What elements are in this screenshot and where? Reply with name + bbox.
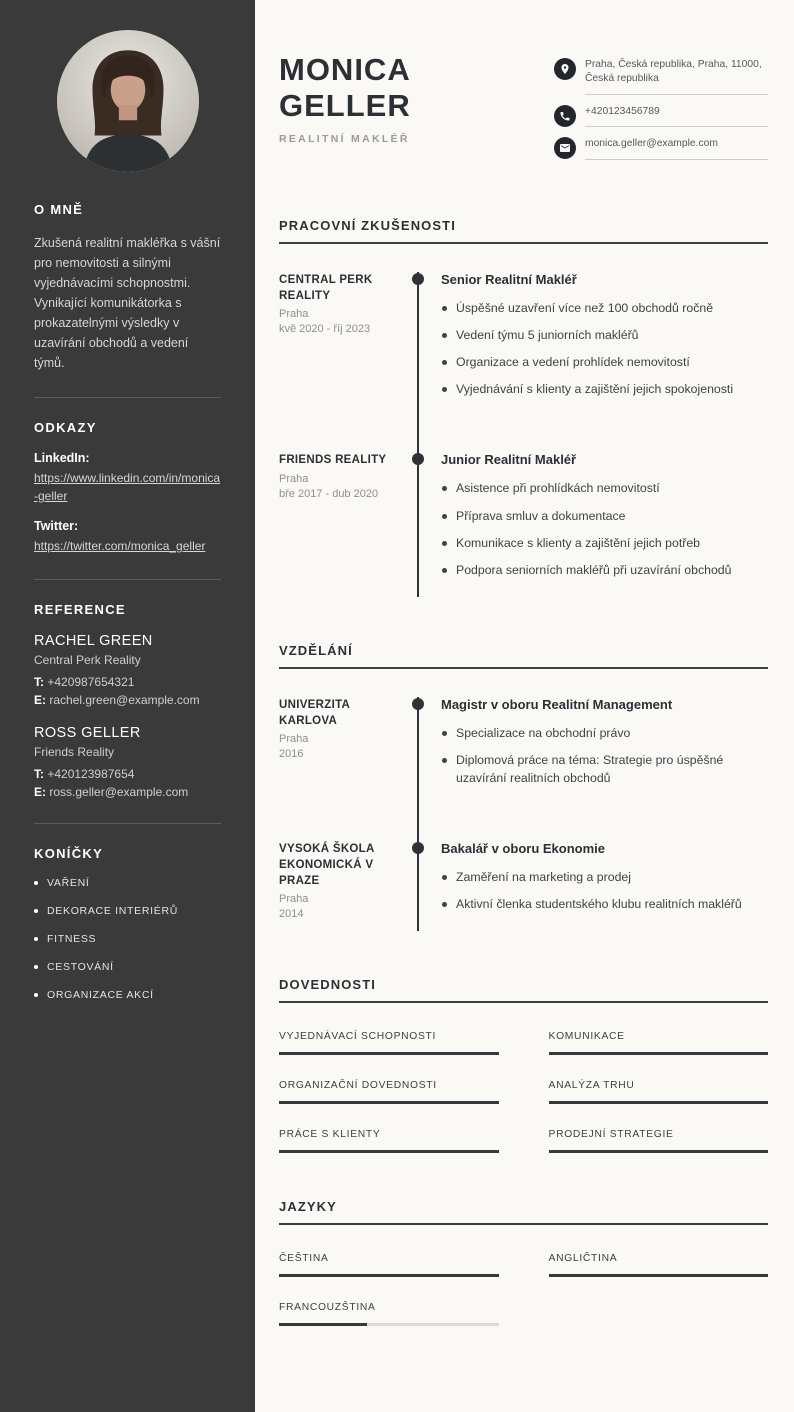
skill-bar — [549, 1052, 769, 1055]
skill-item — [549, 1080, 769, 1104]
resume-header — [279, 52, 768, 170]
phone-text: +420123456789 — [585, 105, 768, 127]
email-label: E: — [34, 693, 46, 707]
timeline-dot — [412, 273, 424, 285]
email-text: monica.geller@example.com — [585, 137, 768, 159]
experience-item — [279, 272, 768, 453]
languages-grid — [279, 1253, 768, 1326]
phone-label: T: — [34, 675, 44, 689]
skill-bar — [549, 1150, 769, 1153]
experience-bullet: Komunikace s klienty a zajištění jejich potřeb — [441, 535, 768, 552]
school-city: Praha — [279, 733, 309, 746]
linkedin-label: LinkedIn: — [34, 451, 90, 465]
skill-bar — [549, 1101, 769, 1104]
skill-bar-fill — [549, 1101, 769, 1104]
language-name: FRANCOUZŠTINA — [279, 1302, 376, 1314]
reference-phone — [34, 767, 221, 781]
skill-name: PRÁCE S KLIENTY — [279, 1129, 381, 1141]
skill-item — [279, 1129, 499, 1153]
language-item — [279, 1302, 499, 1326]
location-icon — [554, 58, 576, 80]
skill-bar-fill — [549, 1150, 769, 1153]
education-section — [279, 643, 768, 931]
link-item-twitter — [34, 519, 221, 555]
education-meta — [279, 697, 417, 841]
reference-phone — [34, 675, 221, 689]
education-detail — [417, 841, 768, 931]
language-bar — [549, 1274, 769, 1277]
contact-email-row — [554, 137, 768, 159]
role-title: Senior Realitní Makléř — [441, 271, 577, 287]
link-item-linkedin — [34, 451, 221, 505]
sidebar — [0, 0, 255, 1412]
graduation-year: 2014 — [279, 908, 304, 921]
skill-bar-fill — [549, 1052, 769, 1055]
experience-bullet: Podpora seniorních makléřů při uzavírání obchodů — [441, 562, 768, 579]
twitter-label: Twitter: — [34, 519, 79, 533]
company-name: FRIENDS REALITY — [279, 454, 387, 467]
education-item — [279, 697, 768, 841]
phone-value: +420987654321 — [47, 675, 135, 689]
email-label: E: — [34, 785, 46, 799]
education-bullet: Diplomová práce na téma: Strategie pro úspěšné uzavírání realitních obchodů — [441, 752, 768, 786]
job-title: REALITNÍ MAKLÉŘ — [279, 133, 410, 146]
hobbies-section — [34, 846, 221, 1001]
degree-title: Bakalář v oboru Ekonomie — [441, 840, 605, 856]
timeline-dot — [412, 698, 424, 710]
email-value: ross.geller@example.com — [49, 785, 189, 799]
hobby-item: ORGANIZACE AKCÍ — [34, 989, 221, 1001]
sidebar-divider — [34, 823, 221, 824]
degree-title: Magistr v oboru Realitní Management — [441, 697, 673, 713]
language-bar-fill — [549, 1274, 769, 1277]
education-bullet: Zaměření na marketing a prodej — [441, 869, 768, 886]
reference-name: ROSS GELLER — [34, 725, 141, 741]
experience-bullet: Vedení týmu 5 juniorních makléřů — [441, 327, 768, 344]
role-title: Junior Realitní Makléř — [441, 452, 577, 468]
skill-item — [279, 1031, 499, 1055]
school-name: UNIVERZITA KARLOVA — [279, 699, 350, 728]
contact-block — [554, 52, 768, 170]
person-name — [279, 52, 411, 123]
section-rule — [279, 1223, 768, 1225]
company-city: Praha — [279, 472, 309, 485]
references-section — [34, 602, 221, 799]
skills-grid — [279, 1031, 768, 1153]
school-city: Praha — [279, 893, 309, 906]
skills-section — [279, 977, 768, 1153]
skill-name: ORGANIZAČNÍ DOVEDNOSTI — [279, 1080, 437, 1092]
contact-phone-row — [554, 105, 768, 127]
location-text: Praha, Česká republika, Praha, 11000, Česká republika — [585, 58, 768, 95]
skill-bar — [279, 1052, 499, 1055]
education-bullet: Specializace na obchodní právo — [441, 725, 768, 742]
education-bullet: Aktivní členka studentského klubu realitních makléřů — [441, 896, 768, 913]
language-bar-fill — [279, 1323, 367, 1326]
experience-bullet: Asistence při prohlídkách nemovitostí — [441, 480, 768, 497]
skill-item — [549, 1129, 769, 1153]
linkedin-link[interactable]: https://www.linkedin.com/in/monica-geller — [34, 471, 221, 503]
experience-title: PRACOVNÍ ZKUŠENOSTI — [279, 217, 456, 233]
main-content — [255, 0, 794, 1412]
language-bar — [279, 1323, 499, 1326]
experience-bullet: Příprava smluv a dokumentace — [441, 508, 768, 525]
language-name: ČEŠTINA — [279, 1253, 329, 1265]
experience-bullets — [441, 300, 768, 399]
education-item — [279, 841, 768, 931]
company-city: Praha — [279, 307, 309, 320]
skill-bar-fill — [279, 1150, 499, 1153]
references-title: REFERENCE — [34, 602, 126, 617]
languages-title: JAZYKY — [279, 1199, 337, 1215]
profile-photo — [57, 30, 199, 172]
section-rule — [279, 242, 768, 244]
skill-bar-fill — [279, 1101, 499, 1104]
about-title: O MNĚ — [34, 202, 84, 217]
about-section — [34, 202, 221, 373]
language-item — [549, 1253, 769, 1277]
skill-item — [549, 1031, 769, 1055]
skills-title: DOVEDNOSTI — [279, 977, 376, 993]
experience-meta — [279, 452, 417, 597]
hobby-list — [34, 877, 221, 1001]
experience-detail — [417, 452, 768, 597]
skill-name: VYJEDNÁVACÍ SCHOPNOSTI — [279, 1031, 437, 1043]
experience-bullet: Organizace a vedení prohlídek nemovitostí — [441, 354, 768, 371]
links-title: ODKAZY — [34, 420, 97, 435]
education-meta — [279, 841, 417, 931]
skill-item — [279, 1080, 499, 1104]
avatar-illustration — [57, 30, 199, 172]
first-name: MONICA — [279, 52, 411, 87]
employment-dates: kvě 2020 - říj 2023 — [279, 322, 371, 335]
experience-bullet: Úspěšné uzavření více než 100 obchodů ročně — [441, 300, 768, 317]
hobby-item: DEKORACE INTERIÉRŮ — [34, 905, 221, 917]
skill-name: PRODEJNÍ STRATEGIE — [548, 1129, 674, 1141]
last-name: GELLER — [279, 87, 411, 123]
experience-detail — [417, 272, 768, 453]
email-icon — [554, 137, 576, 159]
language-bar — [279, 1274, 499, 1277]
twitter-link[interactable]: https://twitter.com/monica_geller — [34, 539, 206, 553]
sidebar-divider — [34, 579, 221, 580]
experience-bullets — [441, 480, 768, 579]
experience-item — [279, 452, 768, 597]
timeline-dot — [412, 453, 424, 465]
timeline-dot — [412, 842, 424, 854]
experience-meta — [279, 272, 417, 453]
contact-location-row — [554, 58, 768, 95]
hobbies-title: KONÍČKY — [34, 846, 104, 861]
reference-email — [34, 693, 221, 707]
experience-bullet: Vyjednávání s klienty a zajištění jejich spokojenosti — [441, 381, 768, 398]
skill-name: KOMUNIKACE — [548, 1031, 625, 1043]
company-name: CENTRAL PERK REALITY — [279, 273, 373, 302]
experience-section — [279, 218, 768, 598]
skill-bar — [279, 1101, 499, 1104]
phone-value: +420123987654 — [47, 767, 135, 781]
education-bullets — [441, 725, 768, 787]
skill-bar-fill — [279, 1052, 499, 1055]
reference-item — [34, 633, 221, 707]
about-text: Zkušená realitní makléřka s vášní pro nemovitosti a silnými vyjednávacími schopnostmi. Vynikající komunikátorka s prokazatelnými výsledky v uzavírání obchodů a vedení týmů. — [34, 236, 221, 370]
language-item — [279, 1253, 499, 1277]
employment-dates: bře 2017 - dub 2020 — [279, 487, 379, 500]
hobby-item: FITNESS — [34, 933, 221, 945]
phone-icon — [554, 105, 576, 127]
sidebar-divider — [34, 397, 221, 398]
email-value: rachel.green@example.com — [49, 693, 200, 707]
education-title: VZDĚLÁNÍ — [279, 643, 353, 659]
languages-section — [279, 1199, 768, 1326]
education-bullets — [441, 869, 768, 913]
graduation-year: 2016 — [279, 748, 304, 761]
links-section — [34, 420, 221, 555]
hobby-item: VAŘENÍ — [34, 877, 221, 889]
education-detail — [417, 697, 768, 841]
skill-bar — [279, 1150, 499, 1153]
skill-name: ANALÝZA TRHU — [548, 1080, 635, 1092]
reference-email — [34, 785, 221, 799]
reference-company: Central Perk Reality — [34, 653, 141, 667]
hobby-item: CESTOVÁNÍ — [34, 961, 221, 973]
section-rule — [279, 667, 768, 669]
phone-label: T: — [34, 767, 44, 781]
language-name: ANGLIČTINA — [548, 1253, 618, 1265]
reference-item — [34, 725, 221, 799]
reference-company: Friends Reality — [34, 745, 115, 759]
language-bar-fill — [279, 1274, 499, 1277]
reference-name: RACHEL GREEN — [34, 633, 153, 649]
name-block — [279, 52, 411, 145]
section-rule — [279, 1001, 768, 1003]
school-name: VYSOKÁ ŠKOLA EKONOMICKÁ V PRAZE — [279, 842, 375, 888]
